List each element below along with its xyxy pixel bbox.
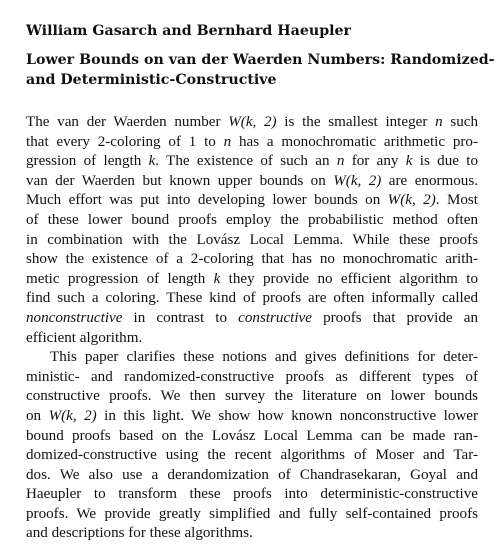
abstract-line: dos. We also use a derandomization of Chandrasekaran, Goyal and: [26, 466, 478, 483]
paper-title: [26, 50, 495, 90]
abstract-line: constructive proofs. We then survey the literature on lower bounds: [26, 388, 478, 405]
abstract-line: and descriptions for these algorithms.: [26, 525, 253, 542]
abstract-line: nonconstructive in contrast to constructive proofs that provide an: [26, 309, 478, 326]
abstract-line: domized-constructive using the recent algorithms of Moser and Tar-: [26, 447, 478, 464]
abstract-line: The van der Waerden number W(k, 2) is the smallest integer n such: [26, 114, 478, 130]
abstract-line: efficient algorithm.: [26, 329, 143, 346]
abstract-line: Much effort was put into developing lower bounds on W(k, 2). Most: [26, 192, 478, 209]
abstract: [26, 113, 478, 544]
paper-abstract-page: [26, 22, 495, 544]
abstract-line: van der Waerden but known upper bounds on W(k, 2) are enormous.: [26, 172, 479, 189]
abstract-line: in combination with the Lovász Local Lemma. While these proofs: [26, 231, 478, 248]
abstract-paragraph-2: [26, 348, 478, 544]
abstract-line: This paper clarifies these notions and gives definitions for deter-: [50, 349, 478, 366]
abstract-paragraph-1: [26, 113, 478, 348]
abstract-line: proofs. We provide greatly simplified and fully self-contained proofs: [26, 505, 478, 522]
authors: William Gasarch and Bernhard Haeupler: [26, 23, 352, 39]
abstract-line: of these lower bound proofs employ the probabilistic method often: [26, 211, 478, 228]
abstract-line: find such a coloring. These kind of proofs are often informally called: [26, 290, 478, 307]
abstract-line: show the existence of a 2-coloring that has no monochromatic arith-: [26, 251, 478, 268]
abstract-line: that every 2-coloring of 1 to n has a monochromatic arithmetic pro-: [26, 133, 478, 150]
abstract-line: metic progression of length k they provide no efficient algorithm to: [26, 270, 478, 287]
abstract-line: bound proofs based on the Lovász Local Lemma can be made ran-: [26, 427, 478, 444]
abstract-line: Haeupler to transform these proofs into deterministic-constructive: [26, 486, 478, 503]
abstract-line: on W(k, 2) in this light. We show how known nonconstructive lower: [26, 407, 478, 424]
abstract-line: gression of length k. The existence of such an n for any k is due to: [26, 153, 479, 170]
title-line: and Deterministic-Constructive: [26, 72, 277, 88]
title-line: Lower Bounds on van der Waerden Numbers: Randomized-: [26, 52, 495, 68]
abstract-line: ministic- and randomized-constructive proofs as different types of: [26, 368, 478, 385]
